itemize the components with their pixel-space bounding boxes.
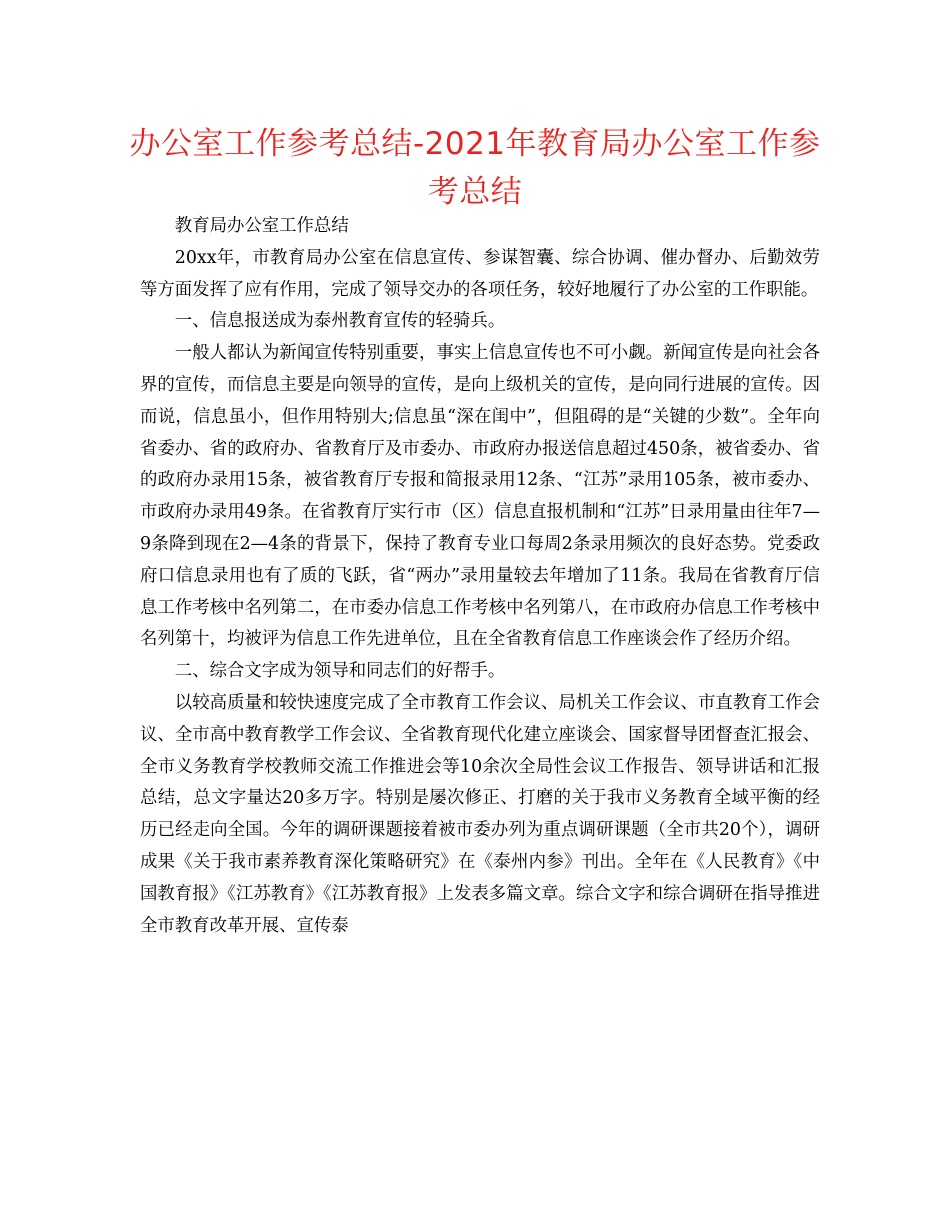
document-title: 办公室工作参考总结-2021年教育局办公室工作参考总结 [129, 126, 821, 210]
paragraph: 20xx年，市教育局办公室在信息宣传、参谋智囊、综合协调、催办督办、后勤效劳等方面发挥了应有作用，完成了领导交办的各项任务，较好地履行了办公室的工作职能。 [140, 247, 820, 300]
paragraph: 教育局办公室工作总结 [174, 216, 349, 236]
document-body [140, 211, 820, 942]
section-heading: 二、综合文字成为领导和同志们的好帮手。 [174, 661, 506, 682]
section-heading: 一、信息报送成为泰州教育宣传的轻骑兵。 [174, 311, 506, 332]
paragraph: 以较高质量和较快速度完成了全市教育工作会议、局机关工作会议、市直教育工作会议、全市高中教育教学工作会议、全省教育现代化建立座谈会、国家督导团督查汇报会、全市义务教育学校教师交流工作推进会等10余次全局性会议工作报告、领导讲话和汇报总结，总文字量达20多万字。特别是屡次修正、打磨的关于我市义务教育全域平衡的经历已经走向全国。今年的调研课题接着被市委办列为重点调研课题（全市共20个），调研成果《关于我市素养教育深化策略研究》在《泰州内参》刊出。全年在《人民教育》《中国教育报》《江苏教育》《江苏教育报》上发表多篇文章。综合文字和综合调研在指导推进全市教育改革开展、宣传泰 [140, 692, 820, 936]
paragraph: 一般人都认为新闻宣传特别重要，事实上信息宣传也不可小觑。新闻宣传是向社会各界的宣传，而信息主要是向领导的宣传，是向上级机关的宣传，是向同行进展的宣传。因而说，信息虽小，但作用特别大;信息虽“深在闺中”，但阻碍的是“关键的少数”。全年向省委办、省的政府办、省教育厅及市委办、市政府办报送信息超过450条，被省委办、省的政府办录用15条，被省教育厅专报和简报录用12条、“江苏”录用105条，被市委办、市政府办录用49条。在省教育厅实行市（区）信息直报机制和“江苏”日录用量由往年7—9条降到现在2—4条的背景下，保持了教育专业口每周2条录用频次的良好态势。党委政府口信息录用也有了质的飞跃，省“两办”录用量较去年增加了11条。我局在省教育厅信息工作考核中名列第二，在市委办信息工作考核中名列第八，在市政府办信息工作考核中名列第十，均被评为信息工作先进单位，且在全省教育信息工作座谈会作了经历介绍。 [140, 343, 820, 650]
